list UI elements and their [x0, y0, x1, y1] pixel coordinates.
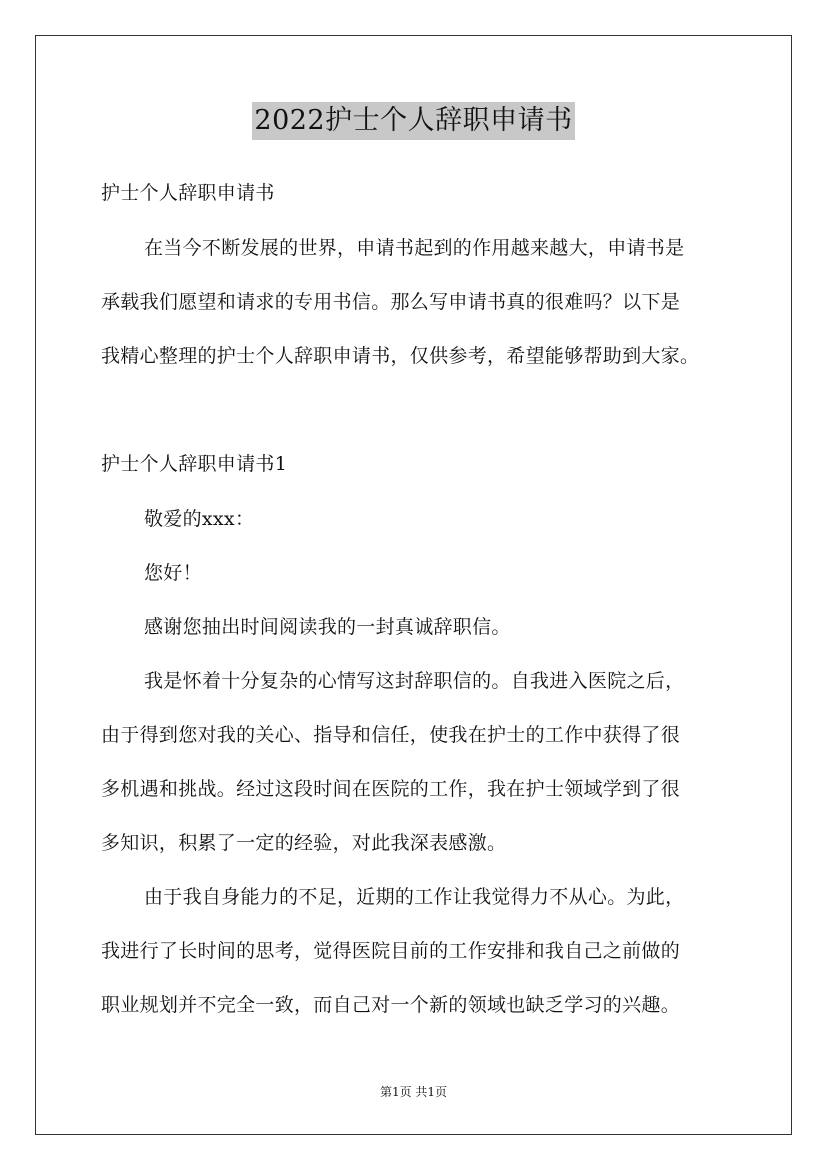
salutation: 敬爱的xxx：	[144, 508, 255, 530]
paragraph-line: 由于我自身能力的不足，近期的工作让我觉得力不从心。为此，	[144, 886, 685, 908]
paragraph-line: 承载我们愿望和请求的专用书信。那么写申请书真的很难吗？以下是	[101, 291, 681, 313]
section-heading-intro: 护士个人辞职申请书	[101, 182, 275, 204]
paragraph-line: 我进行了长时间的思考，觉得医院目前的工作安排和我自己之前做的	[101, 940, 681, 962]
paragraph-line: 由于得到您对我的关心、指导和信任，使我在护士的工作中获得了很	[101, 724, 681, 746]
title-container	[0, 102, 827, 140]
paragraph-line: 在当今不断发展的世界，申请书起到的作用越来越大，申请书是	[144, 237, 685, 259]
paragraph-line: 职业规划并不完全一致，而自己对一个新的领域也缺乏学习的兴趣。	[101, 994, 681, 1016]
greeting: 您好！	[144, 562, 202, 584]
paragraph-line: 多知识，积累了一定的经验，对此我深表感激。	[101, 832, 507, 854]
section-heading-letter-1: 护士个人辞职申请书1	[101, 453, 288, 475]
paragraph-line: 多机遇和挑战。经过这段时间在医院的工作，我在护士领域学到了很	[101, 778, 681, 800]
document-title: 2022护士个人辞职申请书	[252, 102, 574, 140]
paragraph-line: 我精心整理的护士个人辞职申请书，仅供参考，希望能够帮助到大家。	[101, 345, 700, 367]
page-number-footer: 第1页 共1页	[379, 1085, 448, 1099]
paragraph-line: 感谢您抽出时间阅读我的一封真诚辞职信。	[144, 616, 511, 638]
paragraph-line: 我是怀着十分复杂的心情写这封辞职信的。自我进入医院之后，	[144, 670, 685, 692]
